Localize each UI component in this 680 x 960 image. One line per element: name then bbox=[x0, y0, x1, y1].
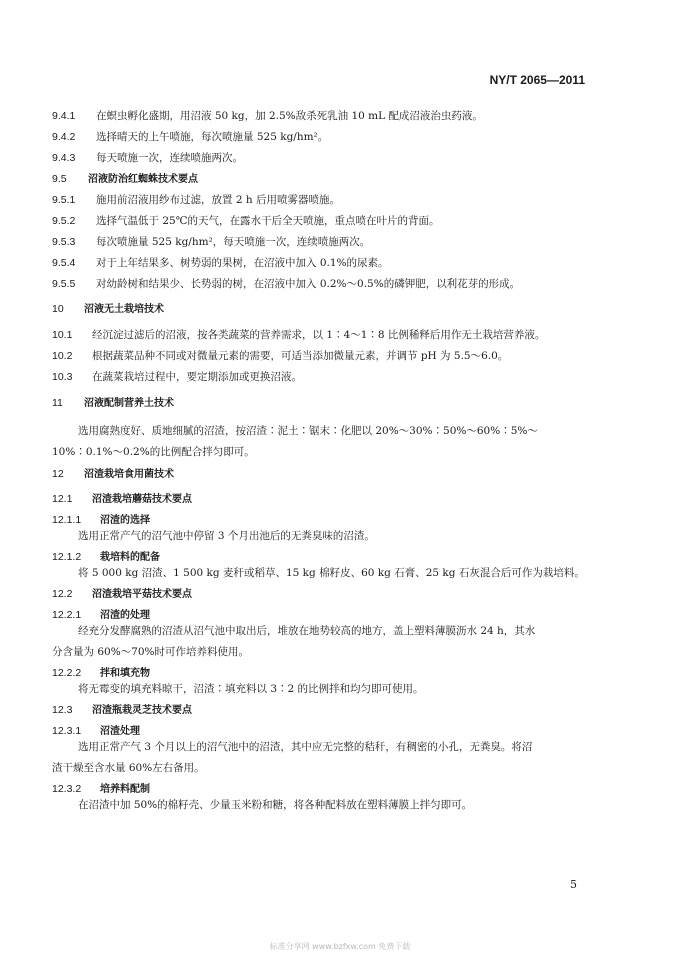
clause-number: 12 bbox=[52, 468, 64, 480]
heading-text: 沼渣的选择 bbox=[100, 515, 150, 526]
clause-number: 12.3 bbox=[52, 704, 73, 716]
clause-number: 9.5.1 bbox=[52, 194, 76, 206]
clause-number: 11 bbox=[52, 397, 63, 409]
clause-number: 10.1 bbox=[52, 329, 73, 341]
clause-number: 12.3.2 bbox=[52, 783, 82, 795]
paragraph-line: 选用正常产气的沼气池中停留 3 个月出池后的无粪臭味的沼渣。 bbox=[78, 530, 375, 542]
heading-12 bbox=[52, 467, 174, 482]
clause-number: 9.5.5 bbox=[52, 278, 76, 290]
clause-text: 对幼龄树和结果少、长势弱的树，在沼液中加入 0.2%～0.5%的磷钾肥，以利花芽的形成。 bbox=[96, 278, 521, 290]
paragraph-line: 分含量为 60%～70%时可作培养料使用。 bbox=[52, 646, 250, 658]
paragraph-11 bbox=[52, 421, 598, 463]
clause-number: 9.4.1 bbox=[52, 110, 76, 122]
clause-number: 12.2.2 bbox=[52, 667, 82, 679]
clause-number: 12.3.1 bbox=[52, 725, 82, 737]
paragraph-line: 经充分发酵腐熟的沼渣从沼气池中取出后，堆放在地势较高的地方，盖上塑料薄膜沥水 24 h，其水 bbox=[78, 625, 536, 637]
clause-9-5-5 bbox=[52, 277, 520, 291]
clause-number: 10 bbox=[52, 303, 64, 315]
heading-text: 沼渣的处理 bbox=[100, 610, 150, 621]
clause-9-5-3 bbox=[52, 235, 370, 249]
paragraph-line: 将 5 000 kg 沼渣、1 500 kg 麦秆或稻草、15 kg 棉籽皮、60 kg 石膏、25 kg 石灰混合后可作为栽培料。 bbox=[78, 567, 585, 579]
clause-text: 每次喷施量 525 kg/hm²，每天喷施一次，连续喷施两次。 bbox=[96, 236, 371, 248]
clause-text: 每天喷施一次，连续喷施两次。 bbox=[96, 152, 243, 164]
clause-number: 10.3 bbox=[52, 371, 73, 383]
clause-9-4-2 bbox=[52, 130, 328, 144]
heading-text: 沼液无土栽培技术 bbox=[84, 304, 164, 315]
paragraph-12-1-2 bbox=[78, 563, 598, 584]
paragraph-12-1-1 bbox=[78, 526, 598, 547]
clause-text: 经沉淀过滤后的沼液，按各类蔬菜的营养需求，以 1∶4～1∶8 比例稀释后用作无土栽培营养液。 bbox=[92, 329, 546, 341]
paragraph-line: 10%∶0.1%～0.2%的比例配合拌匀即可。 bbox=[52, 446, 255, 458]
clause-number: 12.1.2 bbox=[52, 551, 82, 563]
standard-code: NY/T 2065—2011 bbox=[489, 73, 585, 87]
clause-9-5-4 bbox=[52, 256, 389, 270]
paragraph-line: 选用腐熟度好、质地细腻的沼渣，按沼渣∶泥土∶锯末∶化肥以 20%～30%∶50%～60%∶5%～ bbox=[78, 425, 538, 437]
clause-number: 9.4.3 bbox=[52, 152, 76, 164]
heading-text: 栽培料的配备 bbox=[100, 552, 160, 563]
clause-text: 对于上年结果多、树势弱的果树，在沼液中加入 0.1%的尿素。 bbox=[96, 257, 389, 269]
clause-number: 12.1.1 bbox=[52, 514, 82, 526]
watermark-text: 标准分享网 www.bzfxw.com 免费下载 bbox=[269, 942, 411, 951]
heading-12-1 bbox=[52, 492, 192, 507]
heading-text: 培养料配制 bbox=[100, 784, 150, 795]
clause-9-5-2 bbox=[52, 214, 439, 228]
heading-10 bbox=[52, 302, 164, 317]
paragraph-12-3-2 bbox=[78, 795, 598, 816]
heading-text: 沼液防治红蜘蛛技术要点 bbox=[88, 174, 198, 185]
clause-text: 选择气温低于 25℃的天气，在露水干后全天喷施，重点喷在叶片的背面。 bbox=[96, 215, 440, 227]
paragraph-line: 选用正常产气 3 个月以上的沼气池中的沼渣，其中应无完整的秸秆，有稠密的小孔，无粪臭。将沼 bbox=[78, 741, 533, 753]
heading-text: 拌和填充物 bbox=[100, 668, 150, 679]
clause-9-5-1 bbox=[52, 193, 340, 207]
clause-9-4-3 bbox=[52, 151, 243, 165]
heading-12-3 bbox=[52, 703, 192, 718]
clause-number: 10.2 bbox=[52, 350, 73, 362]
clause-10-2 bbox=[52, 349, 508, 363]
clause-text: 在螟虫孵化盛期，用沼液 50 kg，加 2.5%敌杀死乳油 10 mL 配成沼液治虫药液。 bbox=[96, 110, 483, 122]
clause-number: 12.2.1 bbox=[52, 609, 82, 621]
clause-text: 选择晴天的上午喷施，每次喷施量 525 kg/hm²。 bbox=[96, 131, 329, 143]
paragraph-12-2-2 bbox=[78, 679, 598, 700]
paragraph-line: 在沼渣中加 50%的棉籽壳、少量玉米粉和糖，将各种配料放在塑料薄膜上拌匀即可。 bbox=[78, 799, 473, 811]
heading-9-5 bbox=[52, 172, 198, 187]
heading-text: 沼渣栽培平菇技术要点 bbox=[92, 589, 192, 600]
heading-text: 沼渣栽培蘑菇技术要点 bbox=[92, 494, 192, 505]
heading-11 bbox=[52, 396, 174, 411]
clause-text: 施用前沼液用纱布过滤，放置 2 h 后用喷雾器喷施。 bbox=[96, 194, 340, 206]
clause-number: 9.5.4 bbox=[52, 257, 76, 269]
clause-number: 9.5.3 bbox=[52, 236, 76, 248]
paragraph-12-3-1 bbox=[52, 737, 598, 779]
heading-text: 沼渣栽培食用菌技术 bbox=[84, 469, 174, 480]
clause-number: 12.1 bbox=[52, 493, 73, 505]
clause-number: 9.4.2 bbox=[52, 131, 76, 143]
clause-9-4-1 bbox=[52, 109, 483, 123]
clause-text: 在蔬菜栽培过程中，要定期添加或更换沼液。 bbox=[92, 371, 302, 383]
clause-number: 9.5 bbox=[52, 173, 67, 185]
paragraph-line: 将无霉变的填充料晾干，沼渣∶填充料以 3∶2 的比例拌和均匀即可使用。 bbox=[78, 683, 424, 695]
heading-text: 沼渣处理 bbox=[100, 726, 140, 737]
page-number: 5 bbox=[570, 878, 577, 891]
clause-number: 12.2 bbox=[52, 588, 73, 600]
heading-12-2 bbox=[52, 587, 192, 602]
clause-number: 9.5.2 bbox=[52, 215, 76, 227]
clause-10-3 bbox=[52, 370, 302, 384]
clause-10-1 bbox=[52, 328, 545, 342]
paragraph-line: 渣干燥至含水量 60%左右备用。 bbox=[52, 762, 205, 774]
paragraph-12-2-1 bbox=[52, 621, 598, 663]
heading-text: 沼液配制营养土技术 bbox=[84, 398, 174, 409]
clause-text: 根据蔬菜品种不同或对微量元素的需要，可适当添加微量元素，并调节 pH 为 5.5～6.0。 bbox=[92, 350, 509, 362]
heading-text: 沼渣瓶栽灵芝技术要点 bbox=[92, 705, 192, 716]
